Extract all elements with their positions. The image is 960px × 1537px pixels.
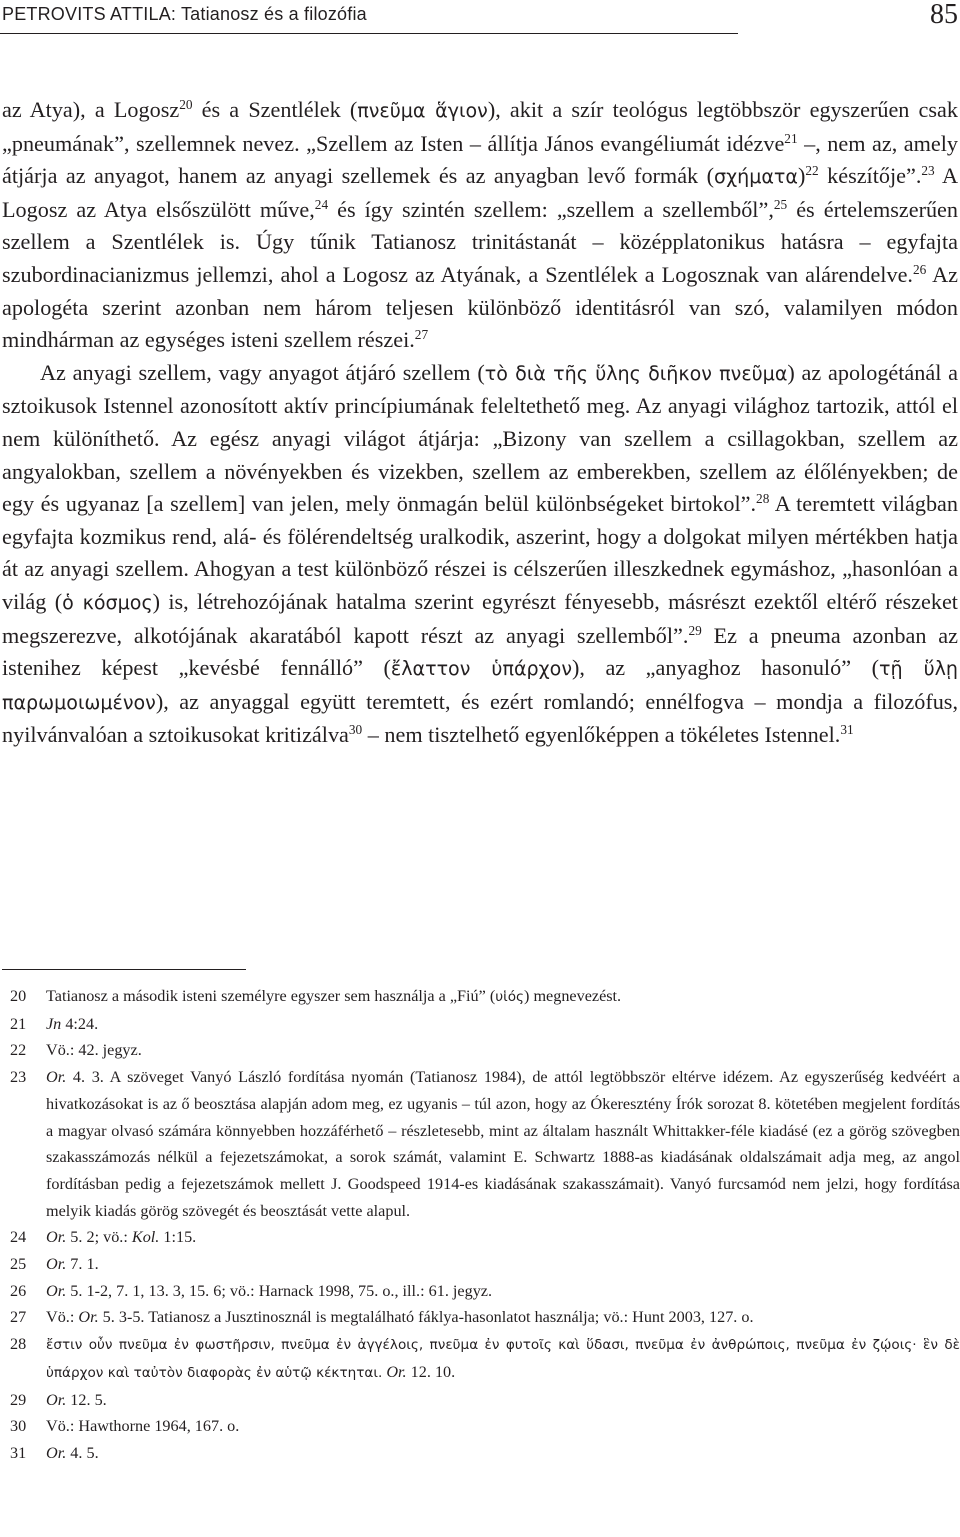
footnote-20 <box>2 983 960 1011</box>
footnote-26 <box>2 1278 960 1305</box>
footnote-number: 21 <box>10 1014 27 1033</box>
footnote-ref-23: 23 <box>921 162 935 178</box>
footnote-text: Or. 7. 1. <box>46 1255 99 1274</box>
footnote-text: Or. 4. 5. <box>46 1443 99 1462</box>
footnote-number: 23 <box>10 1068 27 1087</box>
footnote-number: 28 <box>10 1335 27 1354</box>
footnote-text: Or. 5. 1-2, 7. 1, 13. 3, 15. 6; vö.: Harnack 1998, 75. o., ill.: 61. jegyz. <box>46 1281 493 1300</box>
footnote-text: Vö.: 42. jegyz. <box>46 1041 142 1060</box>
footnote-ref-31: 31 <box>840 722 854 738</box>
footnote-text: ἔστιν οὖν πνεῦμα ἐν φωστῆρσιν, πνεῦμα ἐν ἀγγέλοις, πνεῦμα ἐν φυτοῖς καὶ ὕδασι, πνεῦμα ἐν ἀνθρώποις, πνεῦμα ἐν ζῴοις· ἓν δὲ ὑπάρχον καὶ ταὐτὸν διαφορὰς ἐν αὑτῷ κέκτηται. Or. 12. 10. <box>46 1337 960 1381</box>
footnote-number: 22 <box>10 1041 27 1060</box>
greek-phrase: τῇ ὕλῃ παρωμοιωμένον <box>2 657 959 714</box>
page-number: 85 <box>930 0 958 30</box>
footnote-separator <box>2 969 246 970</box>
footnote-number: 26 <box>10 1281 27 1300</box>
paragraph-2: Az anyagi szellem, vagy anyagot átjáró szellem (τὸ διὰ τῆς ὕλης διῆκον πνεῦμα) az apologétánál a sztoikusok Istennel azonosított aktív princípiumának feleltethető meg. Az anyagi világhoz tartozik, attól el nem különíthető. Az egész anyagi világot átjárja: „Bizony van szellem a csillagokban, szellem az angyalokban, szellem a növényekben és vizekben, szellem az emberekben, szellem az élőlényekben; de egy és ugyanaz [a szellem] van jelen, mely önmagán belül különbségeket birtokol”.$^{28}$ A teremtett világban egyfajta kozmikus rend, alá- és fölérendeltség uralkodik, aszerint, hogy a dolgokat milyen mértékben hatja át az anyagi szellem. Ahogyan a test különböző részei is célszerűen illeszkednek egymáshoz, „hasonlóan a világ (ὁ κόσμος) is, létrehozójának hatalma szerint egyrészt fényesebb, másrészt ezektől eltérő részeket megszerezve, alkotójának akaratából kapott részt az anyagi szellemből”.$^{29}$ Ez a pneuma azonban az istenihez képest „kevésbé fennálló” (ἔλαττον ὑπάρχον), az „anyaghoz hasonuló” (τῇ ὕλῃ παρωμοιωμένον), az anyaggal együtt teremtett, és ezért romlandó; ennélfogva – mondja a filozófus, nyilvánvalóan a sztoikusokat kritizálva$^{30}$ – nem tisztelhető egyenlőképpen a tökéletes Istennel.$^{31}$ <box>2 359 959 748</box>
footnote-ref-29: 29 <box>688 622 702 638</box>
footnote-29 <box>2 1387 960 1414</box>
footnote-31 <box>2 1440 960 1467</box>
footnote-ref-21: 21 <box>784 130 798 146</box>
footnote-25 <box>2 1251 960 1278</box>
header-rule <box>0 33 738 34</box>
running-title: PETROVITS ATTILA: Tatianosz és a filozófia <box>2 4 367 24</box>
footnote-number: 25 <box>10 1255 27 1274</box>
paragraph-1: az Atya), a Logosz$^{20}$ és a Szentlélek (πνεῦμα ἅγιον), akit a szír teológus legtöbbször egyszerűen csak „pneumának”, szellemnek nevez. „Szellem az Isten – állítja János evangéliumát idézve$^{21}$ –, nem az, amely átjárja az anyagot, hanem az anyagi szellemek és az anyagban levő formák $(\sigma\chi ή\mu\alpha\tau\alpha)^{22}$ készítője”.$^{23}$ A Logosz az Atya elsőszülött műve,$^{24}$ és így szintén szellem: „szellem a szellemből”,$^{25}$ és értelemszerűen szellem a Szentlélek is. Úgy tűnik Tatianosz trinitástanát – középplatonikus hatásra – egyfajta szubordinacianizmus jellemzi, ahol a Logosz az Atyának, a Szentlélek a Logosznak van alárendelve.$^{26}$ Az apologéta szerint azonban nem három teljesen különböző identitásról van szó, valamilyen módon mindhárman az egységes isteni szellem részei.$^{27}$ <box>2 96 958 353</box>
footnote-21 <box>2 1011 960 1038</box>
greek-phrase: σχήματα <box>713 165 798 189</box>
footnote-27 <box>2 1304 960 1331</box>
page-header <box>0 0 960 40</box>
footnote-text: Vö.: Hawthorne 1964, 167. o. <box>46 1417 240 1436</box>
footnote-text: Vö.: Or. 5. 3-5. Tatianosz a Jusztinosznál is megtalálható fáklya-hasonlatot használja; vö.: Hunt 2003, 127. o. <box>46 1308 754 1327</box>
footnote-ref-20: 20 <box>179 96 193 112</box>
greek-phrase: ὁ κόσμος <box>62 590 153 614</box>
footnote-number: 20 <box>10 987 27 1005</box>
greek-phrase: τὸ διὰ τῆς ὕλης διῆκον πνεῦμα <box>484 361 788 385</box>
footnote-number: 27 <box>10 1308 27 1327</box>
footnote-number: 24 <box>10 1228 27 1247</box>
footnote-text: Jn 4:24. <box>46 1014 99 1033</box>
footnote-28 <box>2 1331 960 1386</box>
greek-phrase: πνεῦμα ἅγιον <box>357 99 488 122</box>
footnote-ref-25: 25 <box>773 196 788 212</box>
greek-quote: ἔστιν οὖν πνεῦμα ἐν φωστῆρσιν, πνεῦμα ἐν ἀγγέλοις, πνεῦμα ἐν φυτοῖς καὶ ὕδασι, πνεῦμα ἐν ἀνθρώποις, πνεῦμα ἐν ζῴοις· ἓν δὲ ὑπάρχον καὶ ταὐτὸν διαφορὰς ἐν αὑτῷ κέκτηται. <box>46 1337 960 1381</box>
footnote-text: Or. 4. 3. A szöveget Vanyó László fordítása nyomán (Tatianosz 1984), de attól legtöbbször eltérve idézem. Az egyszerűség kedvéért a hivatkozásokat is az ő beosztása alapján adom meg, ez ugyanis – túl azon, hogy az Ókeresztény Írók sorozat 8. kötetében megjelent fordítás a magyar olvasó számára könnyebben hozzáférhető – részletesebb, mint az általam használt Whittakker-féle kiadásé (ez a görög szövegben szakasszámozás nélkül a fejezetszámokat, a sorok számát, valamint E. Schwartz 1888-as kiadásának oldalszámait adja meg, az angol fordításban pedig a fejezetszámok mellett J. Goodspeed 1914-es kiadásának szakasszámait). Vanyó furcsamód nem jelzi, hogy fordítása melyik kiadás görög szövegét és beosztását vette alapul. <box>46 1068 960 1220</box>
footnote-number: 30 <box>10 1417 27 1436</box>
footnote-number: 29 <box>10 1390 27 1409</box>
footnote-23 <box>2 1064 960 1224</box>
footnote-ref-28: 28 <box>756 490 770 506</box>
footnote-number: 31 <box>10 1443 27 1462</box>
footnote-ref-22: 22 <box>805 162 819 178</box>
footnote-24 <box>2 1224 960 1251</box>
greek-phrase: ἔλαττον ὑπάρχον <box>390 657 572 681</box>
footnote-ref-27: 27 <box>414 326 429 342</box>
footnote-text: Or. 5. 2; vö.: Kol. 1:15. <box>46 1228 197 1247</box>
greek-phrase: υἱός <box>495 989 525 1005</box>
footnote-text: Tatianosz a második isteni személyre egyszer sem használja a „Fiú” (υἱός) megnevezést. <box>46 987 622 1005</box>
footnote-ref-30: 30 <box>348 722 363 738</box>
footnote-22 <box>2 1037 960 1064</box>
main-text <box>2 94 958 752</box>
footnote-ref-24: 24 <box>314 196 329 212</box>
footnotes <box>2 983 960 1467</box>
footnote-30 <box>2 1413 960 1440</box>
footnote-text: Or. 12. 5. <box>46 1390 107 1409</box>
footnote-ref-26: 26 <box>912 261 927 277</box>
